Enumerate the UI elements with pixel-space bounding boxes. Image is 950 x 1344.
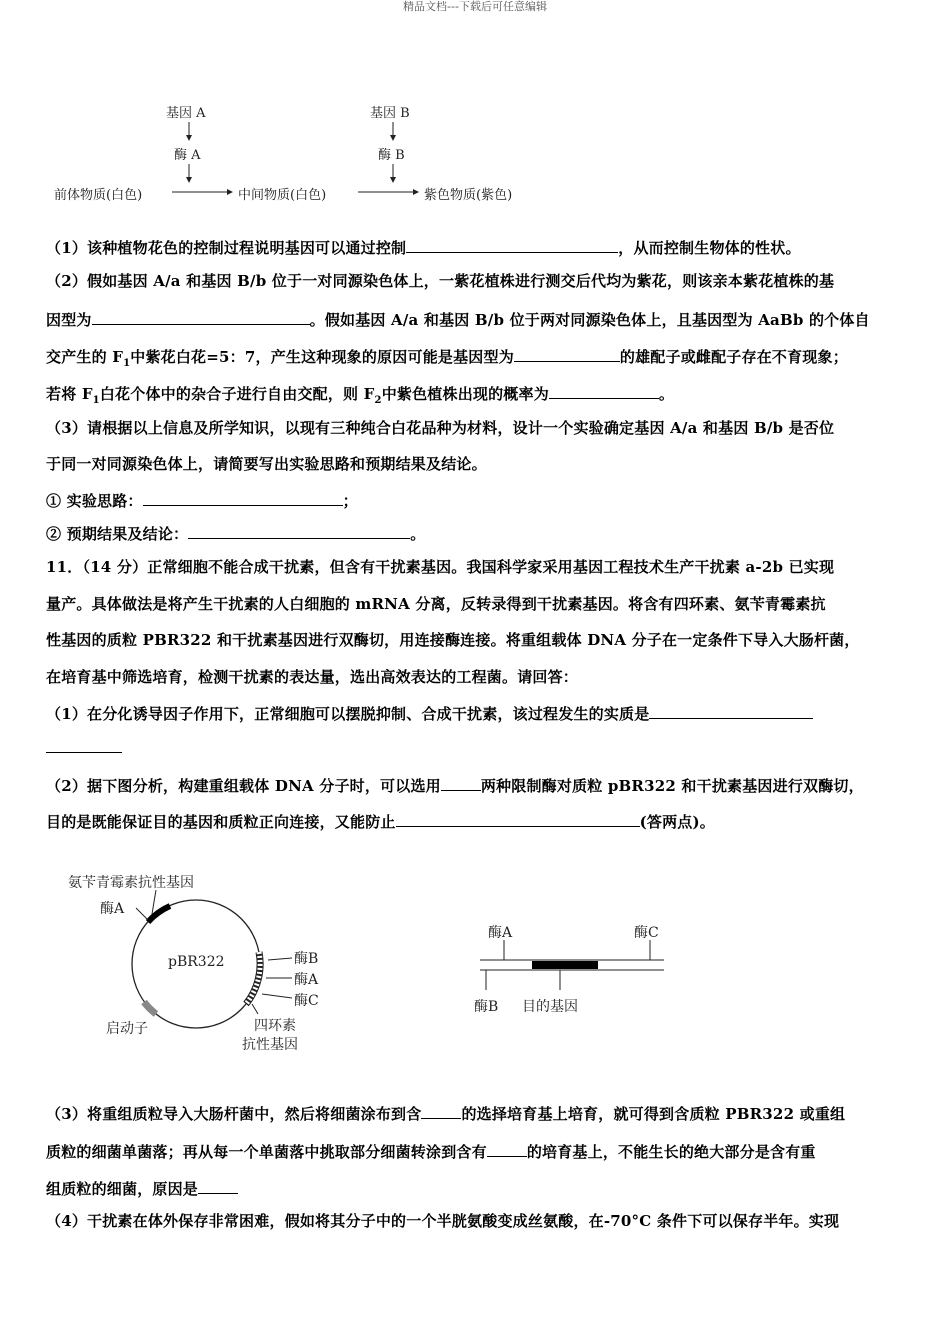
gene-b-label: 基因 B <box>370 106 410 121</box>
q11-sub2-blank-enzymes[interactable] <box>441 774 481 791</box>
intermediate-label: 中间物质(白色) <box>238 188 327 203</box>
pathway-arrows <box>50 96 550 211</box>
q11-sub3-blank-b[interactable] <box>487 1140 527 1157</box>
tet-pointer-line <box>252 1004 258 1014</box>
amp-pointer-line <box>152 890 156 914</box>
q11-sub2-line-2: 目的是既能保证目的基因和质粒正向连接，又能防止 (答两点)。 <box>46 810 715 832</box>
q11-sub3-line-2: 质粒的细菌单菌落；再从每一个单菌落中挑取部分细菌转涂到含有 的培育基上，不能生长的绝大部分是含有重 <box>46 1140 816 1162</box>
q11-line-3: 性基因的质粒 PBR322 和干扰素基因进行双酶切，用连接酶连接。将重组载体 DNA 分子在一定条件下导入大肠杆菌， <box>46 631 860 649</box>
q11-sub2-line-1: （2）据下图分析，构建重组载体 DNA 分子时，可以选用 两种限制酶对质粒 pBR322 和干扰素基因进行双酶切， <box>46 774 864 796</box>
tet-gene-label-2: 抗性基因 <box>242 1037 298 1053</box>
target-gene-figure <box>470 918 680 1028</box>
q11-sub3-blank-a[interactable] <box>421 1102 461 1119</box>
q3-blank-idea[interactable] <box>143 489 343 506</box>
promoter-label: 启动子 <box>106 1021 148 1037</box>
q2-line-3: 交产生的 $F_1$中紫花白花=5：7，产生这种现象的原因可能是基因型为 的雄配子或雌配子存在不育现象； <box>46 345 848 374</box>
q2-line-4: 若将 $F_1$白花个体中的杂合子进行自由交配，则 $F_2$中紫色植株出现的概率为 。 <box>46 382 674 411</box>
product-label: 紫色物质(紫色) <box>424 188 513 203</box>
gene-enzyme-a: 酶A <box>488 925 513 941</box>
q2-blank-genotype[interactable] <box>92 308 310 325</box>
plasmid-enzyme-b: 酶B <box>294 951 319 967</box>
q11-sub3-line-1: （3）将重组质粒导入大肠杆菌中，然后将细菌涂布到含 的选择培育基上培育，就可得到含质粒 PBR322 或重组 <box>46 1102 845 1124</box>
q11-sub2-blank-reason[interactable] <box>396 810 640 827</box>
q11-sub1-blank-b[interactable] <box>46 736 122 753</box>
q2-line-2: 因型为 。假如基因 A/a 和基因 B/b 位于两对同源染色体上，且基因型为 AaBb 的个体自 <box>46 308 870 330</box>
q2-blank-probability[interactable] <box>549 382 659 399</box>
tet-gene-label-1: 四环素 <box>254 1018 296 1034</box>
enzyme-b-pointer <box>268 958 292 960</box>
q11-sub1-blank-a[interactable] <box>649 702 813 719</box>
plasmid-enzyme-a-right: 酶A <box>294 972 319 988</box>
plasmid-enzyme-a-left: 酶A <box>100 901 125 917</box>
q11-sub4-line-1: （4）干扰素在体外保存非常困难，假如将其分子中的一个半胱氨酸变成丝氨酸，在-70°C 条件下可以保存半年。实现 <box>46 1212 840 1230</box>
enzyme-c-pointer <box>262 994 292 998</box>
amp-resistance-gene-mark <box>148 906 170 922</box>
plasmid-name-label: pBR322 <box>168 954 225 970</box>
metabolic-pathway-diagram <box>50 96 550 211</box>
q11-line-2: 量产。具体做法是将产生干扰素的人白细胞的 mRNA 分离，反转录得到干扰素基因。将含有四环素、氨苄青霉素抗 <box>46 595 826 613</box>
precursor-label: 前体物质(白色) <box>54 188 143 203</box>
enzyme-a-label: 酶 A <box>174 148 201 163</box>
gene-enzyme-b: 酶B <box>474 999 499 1015</box>
q2-blank-gamete[interactable] <box>514 345 620 362</box>
plasmid-figure <box>56 866 356 1061</box>
q2-line-1: （2）假如基因 A/a 和基因 B/b 位于一对同源染色体上，一紫花植株进行测交后代均为紫花，则该亲本紫花植株的基 <box>46 272 835 290</box>
q11-sub1-line-cont <box>46 736 122 758</box>
gene-enzyme-c: 酶C <box>634 925 659 941</box>
q11-sub1-line: （1）在分化诱导因子作用下，正常细胞可以摆脱抑制、合成干扰素，该过程发生的实质是 <box>46 702 813 724</box>
gene-a-label: 基因 A <box>166 106 206 121</box>
q1-line: （1）该种植物花色的控制过程说明基因可以通过控制 ，从而控制生物体的性状。 <box>46 236 801 258</box>
q3-line-1: （3）请根据以上信息及所学知识，以现有三种纯合白花品种为材料，设计一个实验确定基因 A/a 和基因 B/b 是否位 <box>46 419 835 437</box>
promoter-mark <box>144 1002 156 1014</box>
q11-sub3-blank-c[interactable] <box>198 1177 238 1194</box>
plasmid-enzyme-c: 酶C <box>294 993 319 1009</box>
q3-line-3: ① 实验思路： ； <box>46 489 358 511</box>
q3-line-2: 于同一对同源染色体上，请简要写出实验思路和预期结果及结论。 <box>46 455 487 473</box>
q11-line-1: 11．（14 分）正常细胞不能合成干扰素，但含有干扰素基因。我国科学家采用基因工程技术生产干扰素 a-2b 已实现 <box>46 558 835 576</box>
target-gene-label: 目的基因 <box>522 999 578 1015</box>
q11-sub3-line-3: 组质粒的细菌，原因是 <box>46 1177 238 1199</box>
target-gene-segment <box>532 961 598 969</box>
enzyme-b-label: 酶 B <box>378 148 405 163</box>
page-header: 精品文档---下载后可任意编辑 <box>403 0 547 13</box>
q1-blank[interactable] <box>406 236 618 253</box>
q11-line-4: 在培育基中筛选培育，检测干扰素的表达量，选出高效表达的工程菌。请回答： <box>46 668 579 686</box>
q3-blank-result[interactable] <box>188 522 410 539</box>
q3-line-4: ② 预期结果及结论： 。 <box>46 522 425 544</box>
amp-gene-label: 氨苄青霉素抗性基因 <box>68 875 194 891</box>
enzyme-a-left-pointer <box>136 908 148 920</box>
